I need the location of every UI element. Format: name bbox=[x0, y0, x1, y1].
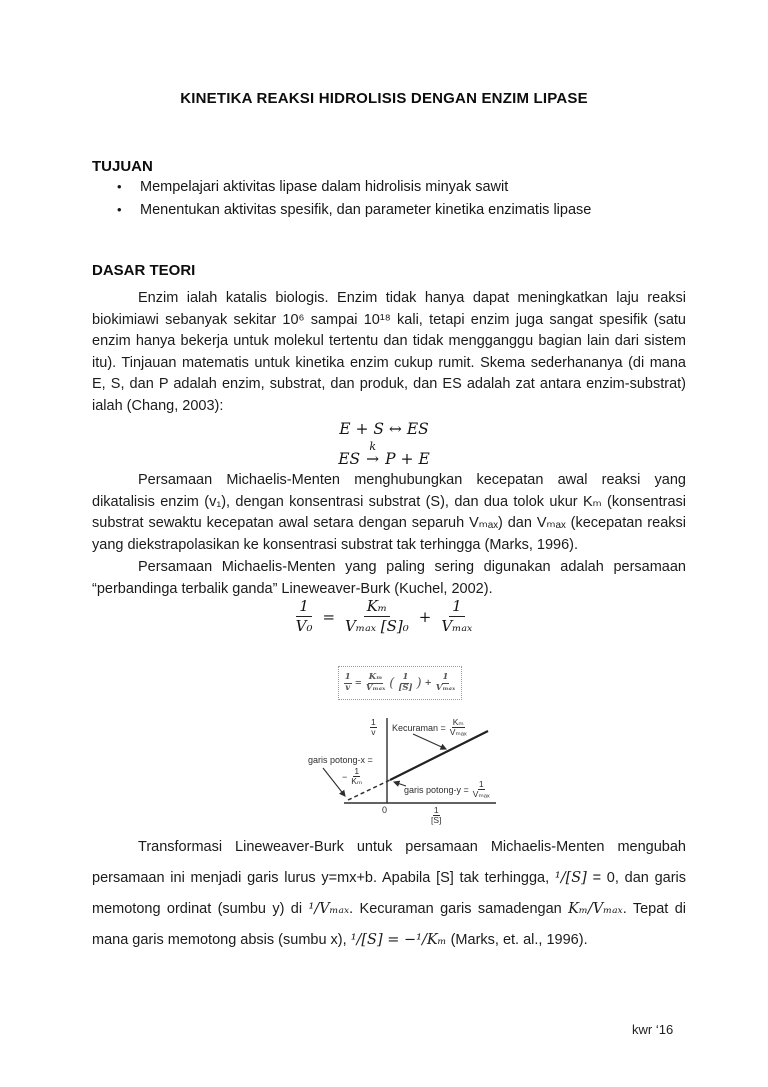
paragraph-lineweaver-intro: Persamaan Michaelis-Menten yang paling sering digunakan adalah persamaan “perbandinga terbalik ganda” Lineweaver-Burk (Kuchel, 2002). bbox=[92, 559, 686, 597]
close-paren: ) bbox=[416, 675, 422, 691]
paragraph-michaelis-menten: Persamaan Michaelis-Menten menghubungkan kecepatan awal reaksi yang dikatalisis enzim (v₁), dengan konsentrasi substrat (S), dan dua tolok ukur Kₘ (konsentrasi substrat sewaktu kecepatan awal setara dengan separuh Vₘₐₓ) dan Vₘₐₓ (kecepatan reaksi yang diekstrapolasikan ke konsentrasi substrat tak terhingga (Marks, 1996). bbox=[92, 472, 686, 553]
reaction-scheme-1: E + S ↔ ES bbox=[339, 420, 429, 438]
rate-constant-k: k bbox=[369, 440, 376, 453]
equals-sign: = bbox=[322, 607, 336, 626]
rate-constant-arrow bbox=[366, 442, 379, 468]
page-footer: kwr ‘16 bbox=[632, 1022, 674, 1037]
plus-sign: + bbox=[424, 678, 432, 688]
origin-label: 0 bbox=[382, 805, 388, 815]
fraction: $\frac{\text{Kₘ}}{\text{Vₘₐₓ [S]₀}}$ bbox=[345, 597, 409, 636]
fraction: $\frac{1}{\text{Vₘₐₓ}}$ bbox=[441, 597, 473, 636]
y-intercept-annotation: garis potong-y = $\frac{1}{\text{Vₘₐₓ}}$ bbox=[404, 779, 490, 800]
scheme2-left: ES bbox=[338, 449, 361, 468]
x-axis-label: $\frac{1}{[S]}$ bbox=[431, 805, 442, 826]
open-paren: ( bbox=[389, 675, 395, 691]
fraction: $\frac{1}{v}$ bbox=[344, 672, 351, 693]
minus-sign: − bbox=[342, 771, 348, 782]
slope-annotation: Kecuraman = $\frac{\text{Kₘ}}{\text{Vₘₐₓ}}$ bbox=[392, 717, 467, 738]
fraction: $\frac{1}{\text{V₀}}$ bbox=[295, 597, 313, 636]
arrow-icon: → bbox=[366, 450, 380, 468]
page-title: KINETIKA REAKSI HIDROLISIS DENGAN ENZIM LIPASE bbox=[180, 90, 588, 107]
section-heading-tujuan: TUJUAN bbox=[92, 158, 153, 175]
list-item bbox=[117, 179, 677, 202]
reaction-scheme-2 bbox=[0, 442, 768, 468]
paragraph-transformasi: Transformasi Lineweaver-Burk untuk persamaan Michaelis-Menten mengubah persamaan ini menjadi garis lurus y=mx+b. Apabila [S] tak terhingga, ¹/[S] = 0, dan garis memotong ordinat (sumbu y) di ¹/Vₘₐₓ. Kecuraman garis samadengan Kₘ/Vₘₐₓ. Tepat di mana garis memotong absis (sumbu x), ¹/[S] = −¹/Kₘ (Marks, et. al., 1996). bbox=[92, 839, 687, 948]
scheme2-right: P + E bbox=[385, 449, 430, 468]
fraction: $\frac{1}{\text{Vₘₐₓ}}$ bbox=[435, 672, 456, 693]
bullet-icon: • bbox=[117, 202, 122, 217]
fraction: $\frac{\text{Kₘ}}{\text{Vₘₐₓ}}$ bbox=[365, 672, 386, 693]
lineweaver-burk-equation bbox=[0, 598, 768, 636]
bullet-text: Mempelajari aktivitas lipase dalam hidrolisis minyak sawit bbox=[140, 179, 509, 195]
tujuan-bullet-list bbox=[117, 179, 677, 225]
x-intercept-value: − $\frac{1}{\text{Kₘ}}$ bbox=[342, 766, 363, 787]
fraction: $\frac{1}{[S]}$ bbox=[398, 672, 413, 693]
paragraph-enzim-intro: Enzim ialah katalis biologis. Enzim tidak hanya dapat meningkatkan laju reaksi biokimiawi sebanyak sekitar 10⁶ sampai 10¹⁸ kali, tetapi enzim juga sangat spesifik (satu enzim hanya bekerja untuk molekul tertentu dan tidak mengganggu bagian lain dari sistem itu). Tinjauan matematis untuk kinetika enzim cukup rumit. Skema sederhananya (di mana E, S, dan P adalah enzim, substrat, dan produk, dan ES adalah zat antara enzim-substrat) ialah (Chang, 2003): bbox=[92, 290, 686, 414]
bullet-icon: • bbox=[117, 179, 122, 194]
x-intercept-label: garis potong-x = bbox=[308, 755, 373, 765]
section-heading-dasar-teori: DASAR TEORI bbox=[92, 262, 196, 279]
plus-sign: + bbox=[418, 607, 432, 626]
y-axis-label: $\frac{1}{v}$ bbox=[371, 717, 376, 738]
list-item bbox=[117, 202, 677, 225]
bullet-text: Menentukan aktivitas spesifik, dan parameter kinetika enzimatis lipase bbox=[140, 202, 592, 218]
boxed-equation bbox=[338, 666, 462, 700]
lineweaver-burk-plot bbox=[300, 712, 510, 830]
equals-sign: = bbox=[354, 678, 362, 688]
